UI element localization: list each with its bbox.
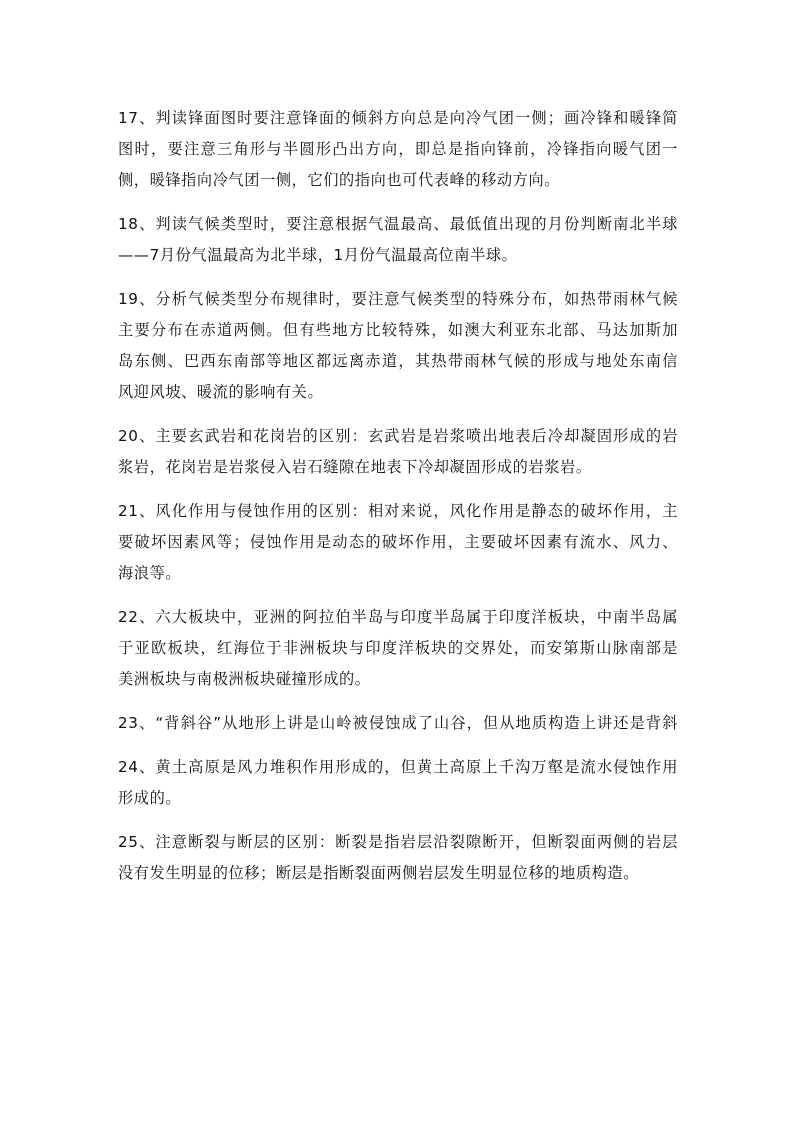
paragraph-19: [118, 284, 678, 408]
paragraph-22: [118, 602, 678, 695]
text-line: 形成的。: [118, 789, 182, 807]
text-line: 要破坏因素风等；侵蚀作用是动态的破坏作用，主要破坏因素有流水、风力、: [118, 533, 678, 551]
text-line: 22、六大板块中，亚洲的阿拉伯半岛与印度半岛属于印度洋板块，中南半岛属: [118, 608, 678, 626]
paragraph-18: [118, 209, 678, 271]
paragraph-21: [118, 496, 678, 589]
text-line: 于亚欧板块，红海位于非洲板块与印度洋板块的交界处，而安第斯山脉南部是: [118, 639, 678, 657]
text-line: 侧，暖锋指向冷气团一侧，它们的指向也可代表峰的移动方向。: [118, 171, 561, 189]
text-line: 19、分析气候类型分布规律时，要注意气候类型的特殊分布，如热带雨林气候: [118, 290, 678, 308]
text-line: 主要分布在赤道两侧。但有些地方比较特殊，如澳大利亚东北部、马达加斯加: [118, 321, 678, 339]
text-line: 18、判读气候类型时，要注意根据气温最高、最低值出现的月份判断南北半球: [118, 215, 678, 233]
text-line: 浆岩，花岗岩是岩浆侵入岩石缝隙在地表下冷却凝固形成的岩浆岩。: [118, 458, 592, 476]
text-line: 海浪等。: [118, 564, 182, 582]
text-line: 图时，要注意三角形与半圆形凸出方向，即总是指向锋前，冷锋指向暖气团一: [118, 140, 678, 158]
document-page: [118, 103, 678, 889]
text-line: 25、注意断裂与断层的区别：断裂是指岩层沿裂隙断开，但断裂面两侧的岩层: [118, 833, 678, 851]
text-line: 23、“背斜谷”从地形上讲是山岭被侵蚀成了山谷，但从地质构造上讲还是背斜: [118, 714, 678, 732]
paragraph-25: [118, 827, 678, 889]
text-line: 风迎风坡、暖流的影响有关。: [118, 383, 324, 401]
text-line: 没有发生明显的位移；断层是指断裂面两侧岩层发生明显位移的地质构造。: [118, 864, 639, 882]
text-line: 21、风化作用与侵蚀作用的区别：相对来说，风化作用是静态的破坏作用，主: [118, 502, 678, 520]
paragraph-23: [118, 708, 678, 739]
text-line: 17、判读锋面图时要注意锋面的倾斜方向总是向冷气团一侧；画冷锋和暖锋简: [118, 109, 678, 127]
paragraph-20: [118, 421, 678, 483]
text-line: 24、黄土高原是风力堆积作用形成的，但黄土高原上千沟万壑是流水侵蚀作用: [118, 758, 678, 776]
text-line: 20、主要玄武岩和花岗岩的区别：玄武岩是岩浆喷出地表后冷却凝固形成的岩: [118, 427, 678, 445]
text-line: 岛东侧、巴西东南部等地区都远离赤道，其热带雨林气候的形成与地处东南信: [118, 352, 678, 370]
text-line: ——7月份气温最高为北半球，1月份气温最高位南半球。: [118, 246, 518, 264]
paragraph-17: [118, 103, 678, 196]
paragraph-24: [118, 752, 678, 814]
text-line: 美洲板块与南极洲板块碰撞形成的。: [118, 670, 371, 688]
